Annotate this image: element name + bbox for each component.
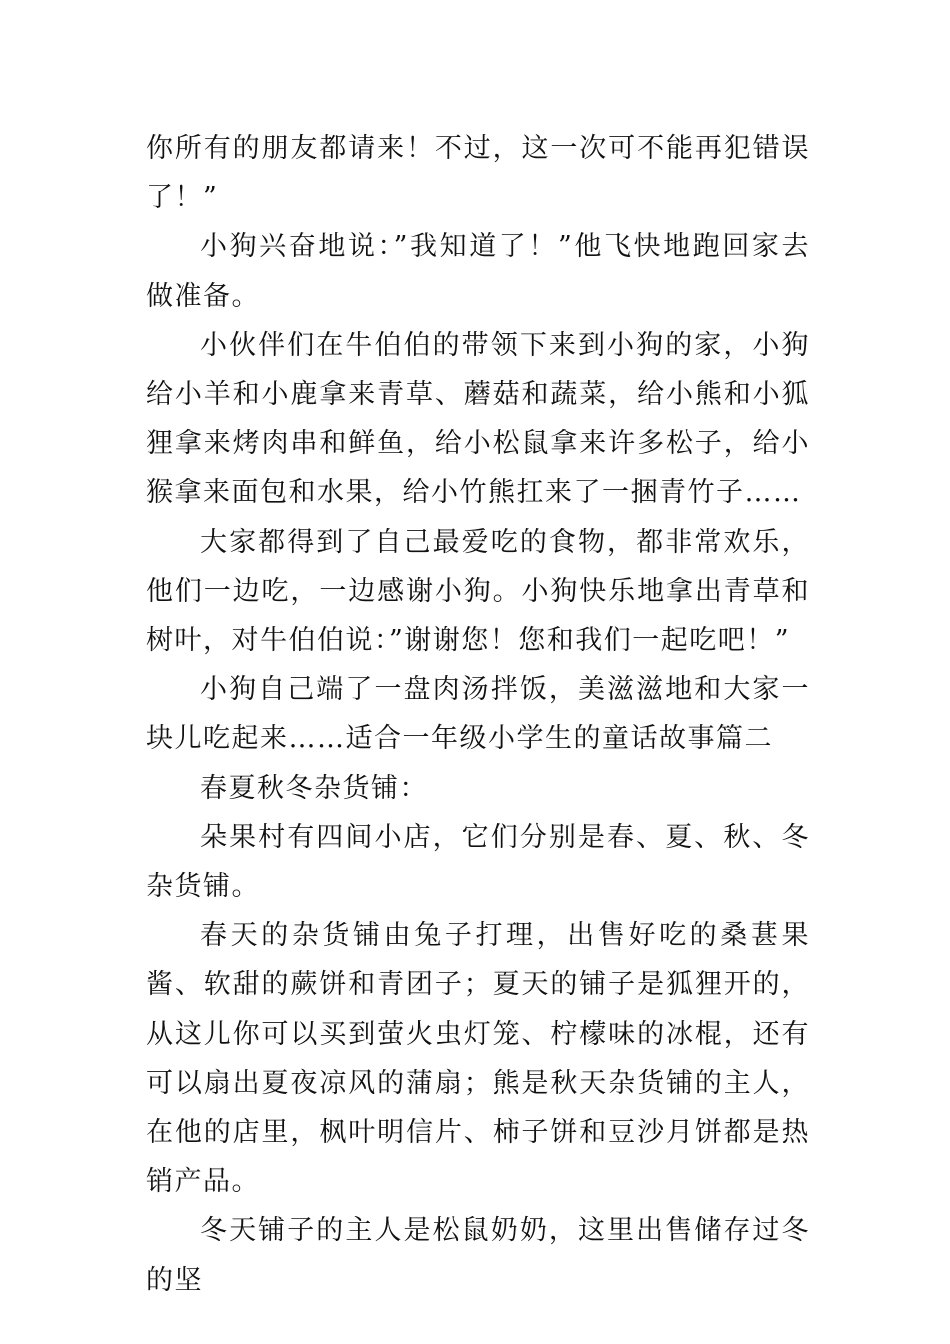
paragraph: 小伙伴们在牛伯伯的带领下来到小狗的家，小狗给小羊和小鹿拿来青草、蘑菇和蔬菜，给小熊和小狐狸拿来烤肉串和鲜鱼，给小松鼠拿来许多松子，给小猴拿来面包和水果，给小竹熊扛来了一捆青竹子…… bbox=[146, 329, 810, 509]
paragraph: 冬天铺子的主人是松鼠奶奶，这里出售储存过冬的坚 bbox=[146, 1215, 810, 1296]
paragraph: 小狗兴奋地说：”我知道了！”他飞快地跑回家去做准备。 bbox=[146, 231, 810, 312]
paragraph-continued: 你所有的朋友都请来！不过，这一次可不能再犯错误了！” bbox=[146, 133, 810, 214]
paragraph: 小狗自己端了一盘肉汤拌饭，美滋滋地和大家一块儿吃起来……适合一年级小学生的童话故事篇二 bbox=[146, 674, 810, 755]
paragraph: 春天的杂货铺由兔子打理，出售好吃的桑葚果酱、软甜的蕨饼和青团子；夏天的铺子是狐狸开的，从这儿你可以买到萤火虫灯笼、柠檬味的冰棍，还有可以扇出夏夜凉风的蒲扇；熊是秋天杂货铺的主人，在他的店里，枫叶明信片、柿子饼和豆沙月饼都是热销产品。 bbox=[146, 920, 810, 1198]
paragraph: 春夏秋冬杂货铺： bbox=[200, 772, 428, 804]
paragraph: 朵果村有四间小店，它们分别是春、夏、秋、冬杂货铺。 bbox=[146, 821, 810, 903]
paragraph: 大家都得到了自己最爱吃的食物，都非常欢乐，他们一边吃，一边感谢小狗。小狗快乐地拿出青草和树叶，对牛伯伯说：”谢谢您！您和我们一起吃吧！” bbox=[146, 526, 810, 657]
document-page bbox=[146, 124, 810, 1305]
